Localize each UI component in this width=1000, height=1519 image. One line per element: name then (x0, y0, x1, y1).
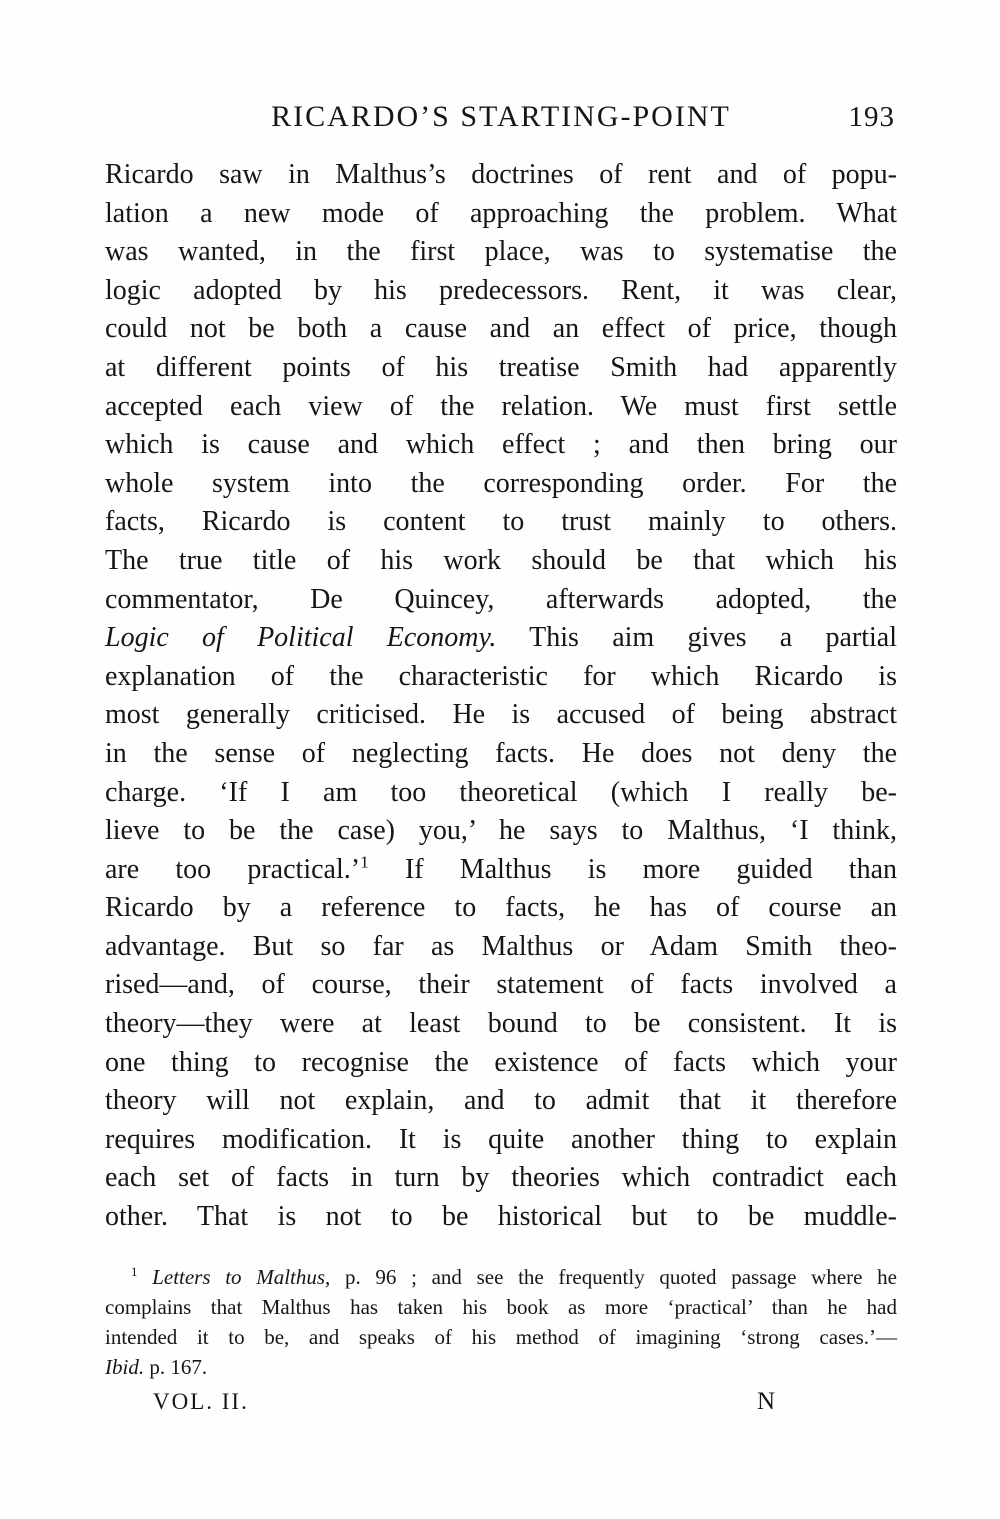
text-line: commentator, De Quincey, afterwards adopted, the (105, 583, 897, 615)
text-line: logic adopted by his predecessors. Rent, it was clear, (105, 274, 897, 306)
body-text (105, 156, 897, 1237)
text-line: at different points of his treatise Smith had apparently (105, 351, 897, 383)
text-line: The true title of his work should be that which his (105, 544, 897, 576)
page-title: RICARDO’S STARTING-POINT (271, 100, 731, 133)
text-line: one thing to recognise the existence of facts which your (105, 1046, 897, 1078)
text-line: other. That is not to be historical but to be muddle- (105, 1201, 897, 1233)
text-line: charge. ‘If I am too theoretical (which I really be- (105, 776, 897, 808)
text-line: $^1$ Letters to Malthus, p. 96 ; and see the frequently quoted passage where he (131, 1264, 897, 1289)
text-line: each set of facts in turn by theories which contradict each (105, 1162, 897, 1194)
text-line: facts, Ricardo is content to trust mainly to others. (105, 506, 897, 538)
page-footer (105, 1388, 897, 1416)
page-number: 193 (848, 101, 895, 133)
page-header (105, 96, 897, 138)
text-line: rised—and, of course, their statement of facts involved a (105, 969, 897, 1001)
text-line: most generally criticised. He is accused of being abstract (105, 699, 897, 731)
text-line: lation a new mode of approaching the problem. What (105, 197, 897, 229)
text-line: complains that Malthus has taken his book as more ‘practical’ than he had (105, 1295, 897, 1319)
text-line: are too practical.’$^1$ If Malthus is more guided than (105, 852, 897, 885)
text-line: theory—they were at least bound to be consistent. It is (105, 1008, 897, 1040)
text-line: explanation of the characteristic for which Ricardo is (105, 660, 897, 692)
text-line: theory will not explain, and to admit that it therefore (105, 1085, 897, 1117)
text-line: was wanted, in the first place, was to systematise the (105, 236, 897, 268)
text-line: accepted each view of the relation. We must first settle (105, 390, 897, 422)
text-line: intended it to be, and speaks of his method of imagining ‘strong cases.’— (105, 1325, 897, 1349)
footnote (105, 1262, 897, 1382)
volume-label: VOL. II. (153, 1389, 249, 1414)
text-line: Ricardo by a reference to facts, he has of course an (105, 892, 897, 924)
text-line: in the sense of neglecting facts. He does not deny the (105, 737, 897, 769)
text-line: requires modification. It is quite another thing to explain (105, 1123, 897, 1155)
text-line: advantage. But so far as Malthus or Adam Smith theo- (105, 930, 897, 962)
signature-letter: N (756, 1388, 775, 1415)
text-line: lieve to be the case) you,’ he says to Malthus, ‘I think, (105, 815, 897, 847)
text-line: Ibid. p. 167. (105, 1355, 208, 1379)
text-line: Ricardo saw in Malthus’s doctrines of rent and of popu- (105, 159, 897, 190)
text-line: whole system into the corresponding order. For the (105, 467, 897, 499)
text-line: which is cause and which effect ; and then bring our (105, 429, 897, 461)
text-line: Logic of Political Economy. This aim gives a partial (105, 622, 898, 654)
text-line: could not be both a cause and an effect of price, though (105, 313, 897, 345)
